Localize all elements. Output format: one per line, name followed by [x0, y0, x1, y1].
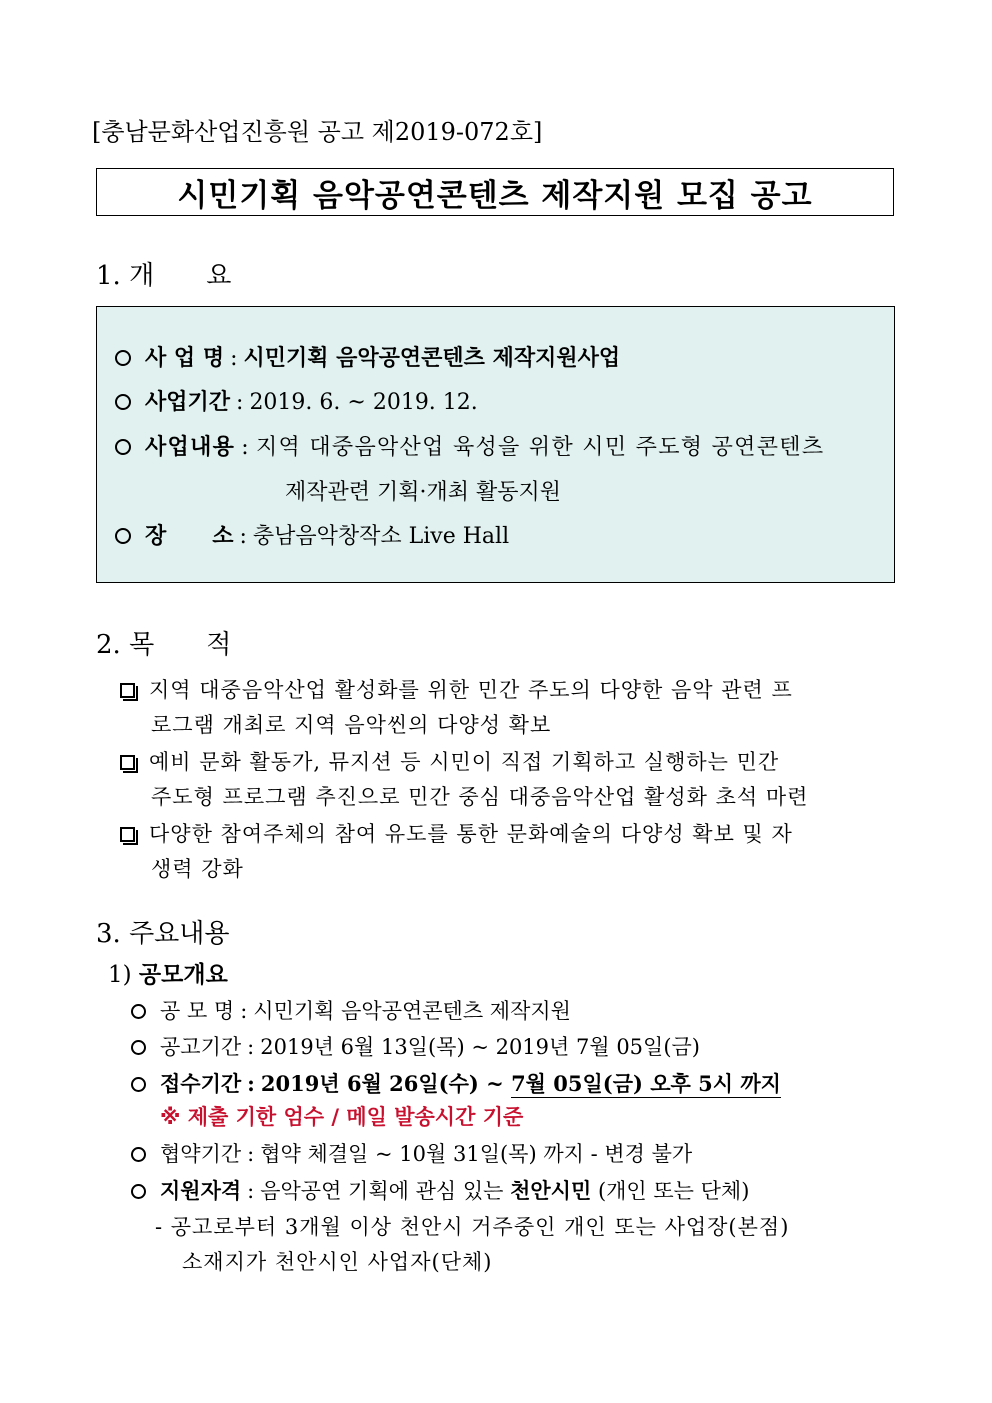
purpose-item-3-line2: 생력 강화 — [151, 857, 244, 881]
section1-heading-b: 요 — [206, 261, 232, 291]
checkbox-bullet-icon — [120, 755, 135, 770]
overview-item-period: 사업기간 : 2019. 6. ~ 2019. 12. — [115, 385, 478, 416]
qualification-row: 지원자격 : 음악공연 기획에 관심 있는 천안시민 (개인 또는 단체) — [131, 1175, 749, 1205]
circle-bullet-icon — [131, 1184, 146, 1199]
overview-content-line2: 제작관련 기획·개최 활동지원 — [285, 480, 562, 505]
circle-bullet-icon — [115, 439, 131, 455]
section2-number: 2. — [96, 630, 121, 660]
circle-bullet-icon — [115, 528, 131, 544]
overview-content-value: 지역 대중음악산업 육성을 위한 시민 주도형 공연콘텐츠 — [255, 435, 825, 460]
purpose-item-2-line2: 주도형 프로그램 추진으로 민간 중심 대중음악산업 활성화 초석 마련 — [151, 785, 809, 809]
circle-bullet-icon — [131, 1004, 146, 1019]
receipt-period-row: 접수기간 : 2019년 6월 26일(수) ~ 7월 05일(금) 오후 5시 까지 — [131, 1068, 781, 1098]
circle-bullet-icon — [131, 1040, 146, 1055]
overview-box — [96, 306, 895, 583]
notice-number: [충남문화산업진흥원 공고 제2019-072호] — [92, 118, 543, 146]
checkbox-bullet-icon — [120, 683, 135, 698]
subsection-heading: 1) 공모개요 — [108, 961, 228, 988]
notice-period-row: 공고기간 : 2019년 6월 13일(목) ~ 2019년 7월 05일(금) — [131, 1031, 700, 1061]
circle-bullet-icon — [115, 394, 131, 410]
section1-heading-a: 개 — [129, 261, 155, 291]
contest-name-row: 공 모 명 : 시민기획 음악공연콘텐츠 제작지원 — [131, 995, 571, 1025]
receipt-note: ※ 제출 기한 엄수 / 메일 발송시간 기준 — [160, 1105, 524, 1129]
circle-bullet-icon — [115, 350, 131, 366]
overview-place-value: 충남음악창작소 Live Hall — [252, 524, 510, 549]
section1-number: 1. — [96, 261, 121, 291]
qualification-detail-line2: 소재지가 천안시인 사업자(단체) — [182, 1250, 493, 1274]
section2-heading-a: 목 — [129, 630, 155, 660]
purpose-item-1: 지역 대중음악산업 활성화를 위한 민간 주도의 다양한 음악 관련 프 — [120, 674, 793, 704]
contract-period-row: 협약기간 : 협약 체결일 ~ 10월 31일(목) 까지 - 변경 불가 — [131, 1138, 692, 1168]
section1-heading — [96, 255, 231, 292]
purpose-item-3: 다양한 참여주체의 참여 유도를 통한 문화예술의 다양성 확보 및 자 — [120, 818, 793, 848]
qualification-detail-line1: - 공고로부터 3개월 이상 천안시 거주중인 개인 또는 사업장(본점) — [155, 1215, 790, 1239]
circle-bullet-icon — [131, 1077, 146, 1092]
purpose-item-2: 예비 문화 활동가, 뮤지션 등 시민이 직접 기획하고 실행하는 민간 — [120, 746, 779, 776]
section2-heading-b: 적 — [206, 630, 232, 660]
overview-name-value: 시민기획 음악공연콘텐츠 제작지원사업 — [243, 346, 621, 371]
qualification-highlight: 천안시민 — [510, 1179, 592, 1203]
receipt-deadline: 7월 05일(금) 오후 5시 까지 — [511, 1071, 781, 1096]
overview-item-name: 사 업 명 : 시민기획 음악공연콘텐츠 제작지원사업 — [115, 341, 620, 372]
overview-period-value: 2019. 6. ~ 2019. 12. — [249, 390, 478, 415]
page-title: 시민기획 음악공연콘텐츠 제작지원 모집 공고 — [177, 177, 813, 214]
section2-heading — [96, 624, 231, 661]
section3-heading: 3. 주요내용 — [96, 919, 230, 949]
title-box — [96, 168, 894, 216]
purpose-item-1-line2: 로그램 개최로 지역 음악씬의 다양성 확보 — [151, 713, 552, 737]
checkbox-bullet-icon — [120, 827, 135, 842]
overview-item-place: 장 소 : 충남음악창작소 Live Hall — [115, 519, 509, 550]
circle-bullet-icon — [131, 1147, 146, 1162]
overview-item-content: 사업내용 : 지역 대중음악산업 육성을 위한 시민 주도형 공연콘텐츠 — [115, 430, 824, 461]
